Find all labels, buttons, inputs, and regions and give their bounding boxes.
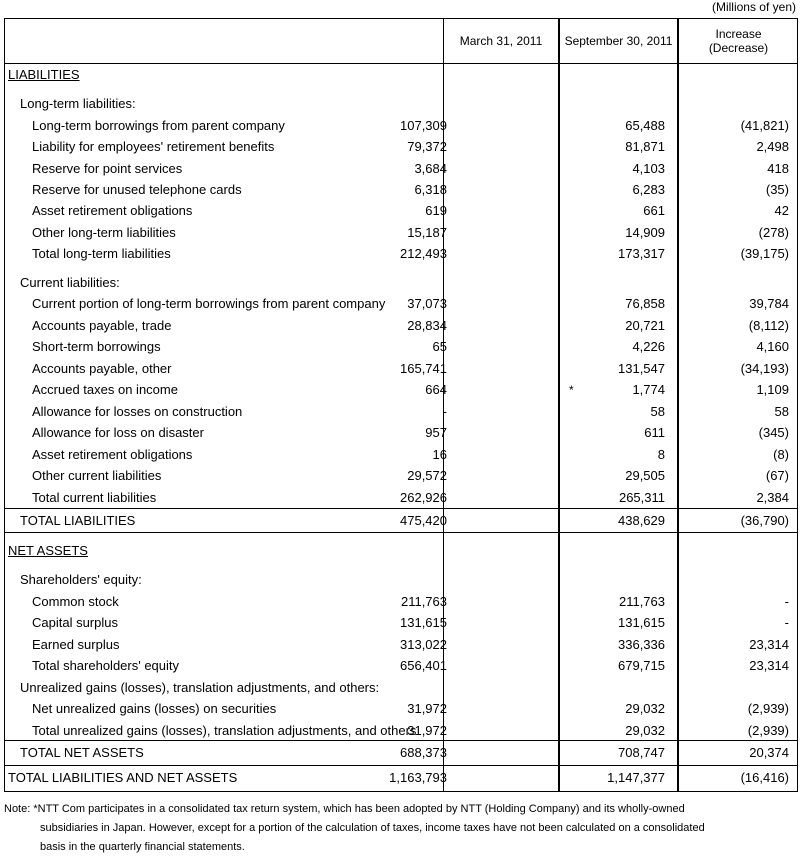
- footnote-line: Note: *NTT Com participates in a consolidated tax return system, which has been adopted by NTT (Holding Company) and its wholly-owned: [4, 803, 685, 815]
- row-label: Accounts payable, trade: [32, 318, 172, 333]
- value-march: 664: [425, 382, 447, 397]
- value-september: 29,032: [625, 701, 665, 716]
- table-row: [4, 655, 798, 676]
- value-september: 438,629: [618, 513, 665, 528]
- value-march: 619: [425, 203, 447, 218]
- row-label: Unrealized gains (losses), translation adjustments, and others:: [20, 680, 380, 695]
- value-change: (67): [765, 468, 789, 483]
- value-september: 265,311: [618, 490, 665, 505]
- value-september: 211,763: [618, 594, 665, 609]
- value-change: 2,498: [756, 139, 789, 154]
- value-march: 28,834: [407, 318, 447, 333]
- table-row: [4, 222, 798, 243]
- section-rule: [4, 532, 798, 533]
- value-september: 29,505: [625, 468, 665, 483]
- value-change: (345): [758, 425, 789, 440]
- row-label: Short-term borrowings: [32, 339, 161, 354]
- column-header-september: September 30, 2011: [564, 33, 673, 48]
- row-label: Common stock: [32, 594, 119, 609]
- table-row: [4, 720, 798, 741]
- value-change: 39,784: [749, 296, 789, 311]
- row-label: Other long-term liabilities: [32, 225, 176, 240]
- column-header-change-line1: Increase: [715, 26, 762, 41]
- value-change: 418: [767, 161, 789, 176]
- value-change: (36,790): [740, 513, 789, 528]
- value-change: (35): [765, 182, 789, 197]
- value-march: 957: [425, 425, 447, 440]
- row-label: Asset retirement obligations: [32, 447, 193, 462]
- value-change: (2,939): [747, 723, 789, 738]
- footnote-asterisk: *: [569, 383, 574, 397]
- section-rule: [4, 508, 798, 509]
- row-label: Total shareholders' equity: [32, 658, 180, 673]
- value-march: 313,022: [400, 637, 447, 652]
- value-march: 29,572: [407, 468, 447, 483]
- value-september: 81,871: [625, 139, 665, 154]
- table-row: [4, 444, 798, 465]
- footnote-line: basis in the quarterly financial statements.: [40, 841, 245, 853]
- value-change: 42: [774, 203, 789, 218]
- value-march: 37,073: [407, 296, 447, 311]
- column-header-march: March 31, 2011: [459, 33, 543, 48]
- row-label: Earned surplus: [32, 637, 120, 652]
- value-change: 23,314: [749, 658, 789, 673]
- row-label: Reserve for point services: [32, 161, 183, 176]
- table-row: [4, 401, 798, 422]
- value-september: 6,283: [632, 182, 665, 197]
- table-row-total: [4, 510, 798, 531]
- row-label: Capital surplus: [32, 615, 118, 630]
- value-change: -: [784, 615, 789, 630]
- row-label: TOTAL NET ASSETS: [20, 745, 144, 760]
- value-september: 611: [644, 425, 665, 440]
- value-change: 20,374: [749, 745, 789, 760]
- table-row: [4, 540, 798, 561]
- row-label: Long-term liabilities:: [20, 96, 136, 111]
- value-change: 58: [774, 404, 789, 419]
- footnote: [4, 800, 794, 857]
- value-september: 4,226: [632, 339, 665, 354]
- table-row: [4, 336, 798, 357]
- value-change: (16,416): [740, 770, 789, 785]
- value-march: 262,926: [400, 490, 447, 505]
- value-september: 173,317: [618, 246, 665, 261]
- value-march: 475,420: [400, 513, 447, 528]
- table-row: [4, 422, 798, 443]
- row-label: Liability for employees' retirement benefits: [32, 139, 275, 154]
- value-change: (2,939): [747, 701, 789, 716]
- table-row: [4, 293, 798, 314]
- row-label: Current portion of long-term borrowings from parent company: [32, 296, 386, 311]
- value-change: (8): [773, 447, 789, 462]
- row-label: TOTAL LIABILITIES: [20, 513, 136, 528]
- row-label: Allowance for losses on construction: [32, 404, 243, 419]
- value-change: (34,193): [740, 361, 789, 376]
- units-label: (Millions of yen): [711, 0, 796, 14]
- value-september: 1,147,377: [607, 770, 665, 785]
- table-row: [4, 634, 798, 655]
- footnote-line: subsidiaries in Japan. However, except for a portion of the calculation of taxes, income taxes have not been calculated on a consolidated: [40, 822, 705, 834]
- table-row: [4, 179, 798, 200]
- value-change: 4,160: [756, 339, 789, 354]
- value-september: 661: [643, 203, 665, 218]
- value-september: 708,747: [618, 745, 665, 760]
- table-row: [4, 136, 798, 157]
- row-label: Shareholders' equity:: [20, 572, 142, 587]
- value-september: 1,774: [632, 382, 665, 397]
- value-change: (278): [758, 225, 789, 240]
- row-label: Asset retirement obligations: [32, 203, 193, 218]
- table-row-grand-total: [4, 767, 798, 788]
- section-heading-liabilities: LIABILITIES: [8, 67, 80, 82]
- value-march: 15,187: [407, 225, 447, 240]
- value-march: 79,372: [407, 139, 447, 154]
- row-label: Current liabilities:: [20, 275, 120, 290]
- value-march: 656,401: [400, 658, 447, 673]
- value-september: 65,488: [625, 118, 665, 133]
- row-label: Accrued taxes on income: [32, 382, 178, 397]
- table-row: [4, 115, 798, 136]
- value-september: 20,721: [625, 318, 665, 333]
- table-row: [4, 698, 798, 719]
- table-row: [4, 272, 798, 293]
- value-march: -: [442, 404, 447, 419]
- value-change: (8,112): [748, 318, 789, 333]
- table-row: [4, 677, 798, 698]
- column-header-change: [679, 18, 798, 63]
- value-change: 2,384: [756, 490, 789, 505]
- value-september: 679,715: [618, 658, 665, 673]
- row-label: Net unrealized gains (losses) on securities: [32, 701, 277, 716]
- row-label: Allowance for loss on disaster: [32, 425, 204, 440]
- value-march: 211,763: [400, 594, 447, 609]
- table-row: [4, 315, 798, 336]
- section-rule: [4, 765, 798, 766]
- table-row: [4, 487, 798, 508]
- value-change: (41,821): [740, 118, 789, 133]
- value-september: 336,336: [618, 637, 665, 652]
- table-row: [4, 591, 798, 612]
- table-row: [4, 200, 798, 221]
- row-label: Long-term borrowings from parent company: [32, 118, 285, 133]
- value-march: 65: [432, 339, 447, 354]
- value-september: 14,909: [625, 225, 665, 240]
- value-march: 212,493: [400, 246, 447, 261]
- value-september: 8: [657, 447, 665, 462]
- value-september: 29,032: [625, 723, 665, 738]
- table-row: [4, 569, 798, 590]
- value-march: 16: [432, 447, 447, 462]
- row-label: Total long-term liabilities: [32, 246, 171, 261]
- table-row: [4, 379, 798, 400]
- row-label: Other current liabilities: [32, 468, 162, 483]
- value-march: 3,684: [414, 161, 447, 176]
- table-row: [4, 93, 798, 114]
- row-label: Accounts payable, other: [32, 361, 172, 376]
- table-row: [4, 158, 798, 179]
- value-september: 76,858: [625, 296, 665, 311]
- table-row: [4, 243, 798, 264]
- value-september: 131,615: [618, 615, 665, 630]
- table-row: [4, 612, 798, 633]
- row-label: Reserve for unused telephone cards: [32, 182, 242, 197]
- value-change: 23,314: [749, 637, 789, 652]
- value-march: 31,972: [407, 723, 447, 738]
- table-row: [4, 465, 798, 486]
- value-march: 31,972: [407, 701, 447, 716]
- table-row: [4, 64, 798, 85]
- value-march: 1,163,793: [389, 770, 447, 785]
- value-september: 4,103: [632, 161, 665, 176]
- value-march: 131,615: [400, 615, 447, 630]
- value-march: 107,309: [400, 118, 447, 133]
- value-september: 58: [650, 404, 665, 419]
- table-row-total: [4, 742, 798, 763]
- value-change: (39,175): [740, 246, 789, 261]
- value-change: -: [784, 594, 789, 609]
- row-label: Total current liabilities: [32, 490, 157, 505]
- row-label: TOTAL LIABILITIES AND NET ASSETS: [8, 770, 238, 785]
- row-label: Total unrealized gains (losses), translation adjustments, and others: [32, 723, 417, 738]
- column-header-change-line2: (Decrease): [708, 40, 769, 55]
- value-march: 688,373: [400, 745, 447, 760]
- section-heading-net-assets: NET ASSETS: [8, 543, 88, 558]
- table-row: [4, 358, 798, 379]
- value-march: 165,741: [400, 361, 447, 376]
- value-march: 6,318: [414, 182, 447, 197]
- value-september: 131,547: [618, 361, 665, 376]
- value-change: 1,109: [756, 382, 789, 397]
